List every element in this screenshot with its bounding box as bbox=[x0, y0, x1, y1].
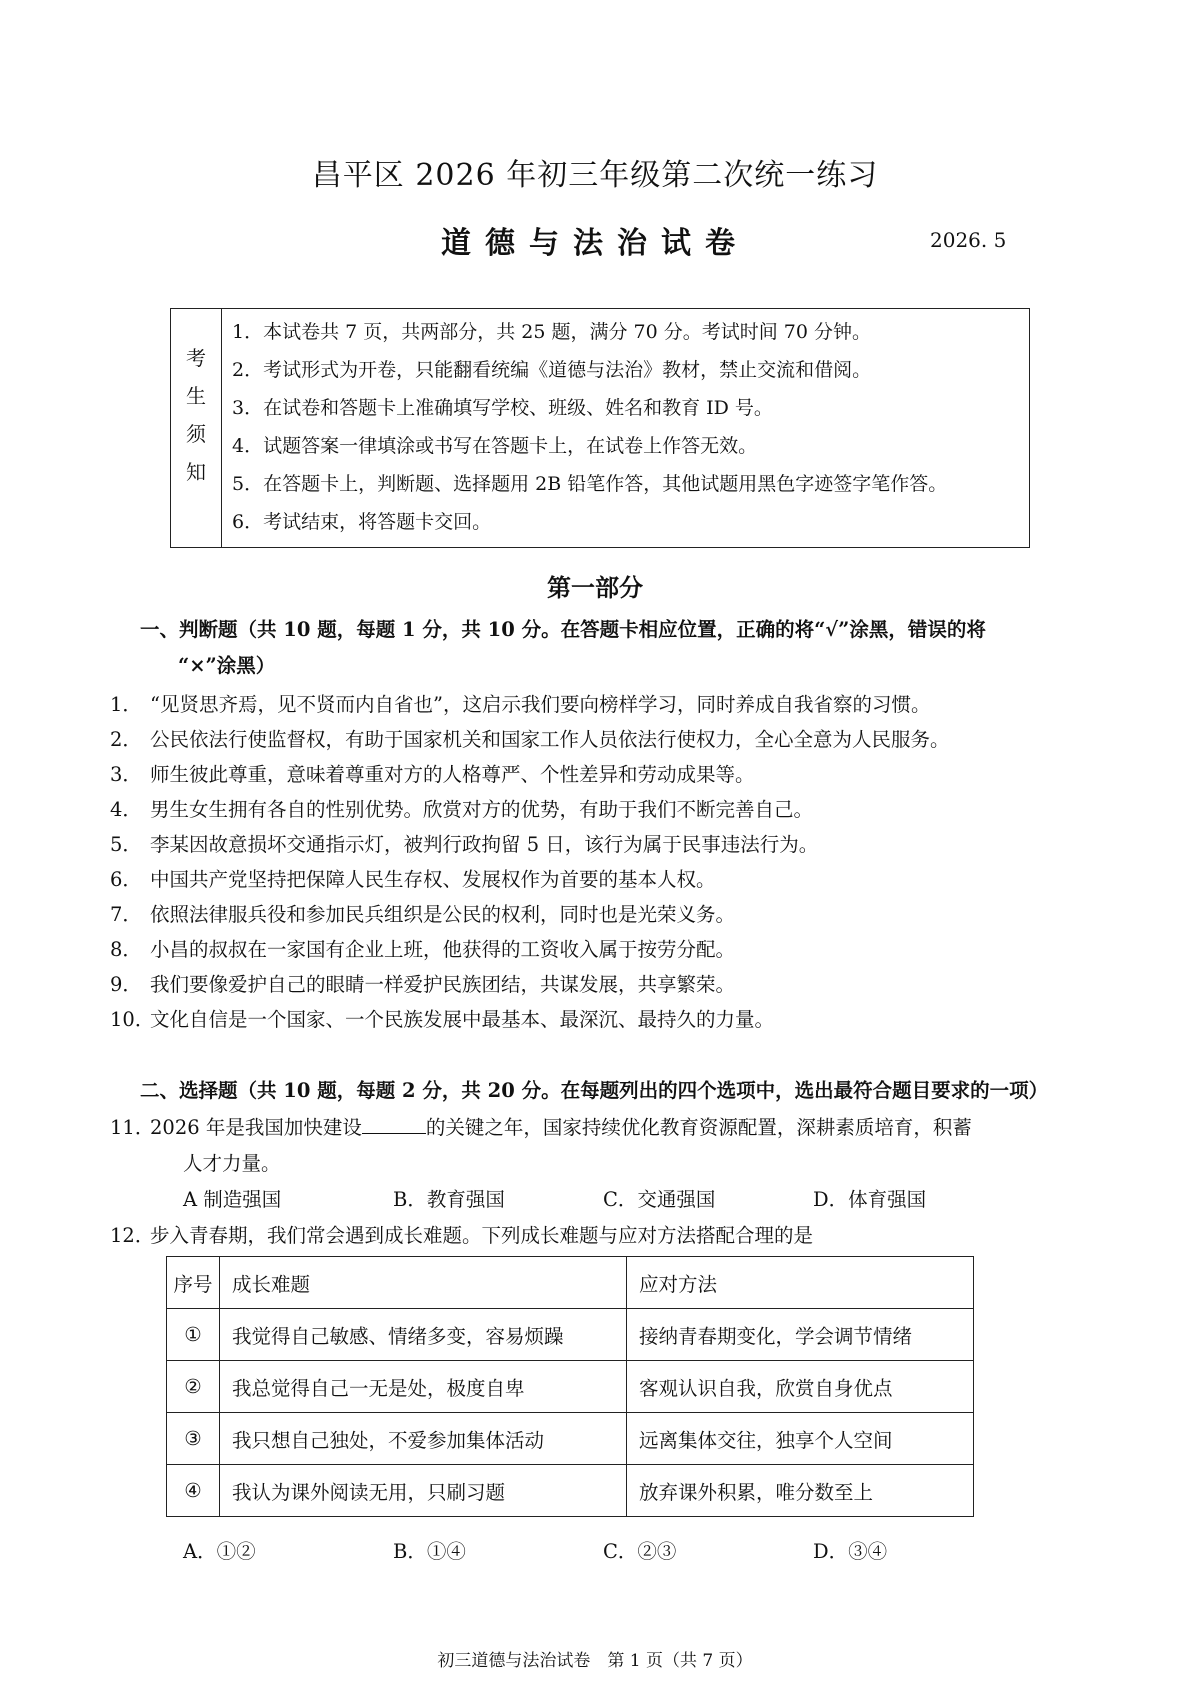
notice-side-label bbox=[171, 309, 222, 548]
table-row bbox=[167, 1465, 974, 1517]
option-b: B．教育强国 bbox=[393, 1188, 505, 1211]
option-a: A．①② bbox=[183, 1540, 256, 1563]
question-text: 文化自信是一个国家、一个民族发展中最基本、最深沉、最持久的力量。 bbox=[150, 1008, 775, 1031]
section1-heading-cont: “×”涂黑） bbox=[178, 654, 276, 677]
notice-item: 4．试题答案一律填涂或书写在答题卡上，在试卷上作答无效。 bbox=[232, 435, 758, 457]
table-cell: 客观认识自我，欣赏自身优点 bbox=[627, 1361, 974, 1413]
notice-side-char: 知 bbox=[186, 460, 206, 484]
judge-question bbox=[110, 969, 735, 997]
option-b: B．①④ bbox=[393, 1540, 466, 1563]
notice-item: 5．在答题卡上，判断题、选择题用 2B 铅笔作答，其他试题用黑色字迹签字笔作答。 bbox=[232, 473, 948, 495]
option-d: D．体育强国 bbox=[813, 1188, 927, 1211]
notice-item: 2．考试形式为开卷，只能翻看统编《道德与法治》教材，禁止交流和借阅。 bbox=[232, 359, 872, 381]
question-text: 中国共产党坚持把保障人民生存权、发展权作为首要的基本人权。 bbox=[150, 868, 716, 891]
question-number: 8． bbox=[110, 938, 142, 961]
question-text: 李某因故意损坏交通指示灯，被判行政拘留 5 日，该行为属于民事违法行为。 bbox=[150, 833, 819, 856]
part-title: 第一部分 bbox=[547, 573, 643, 602]
question-text: 我们要像爱护自己的眼睛一样爱护民族团结，共谋发展，共享繁荣。 bbox=[150, 973, 736, 996]
question-number: 1． bbox=[110, 693, 142, 716]
question-text-cont: 的关键之年，国家持续优化教育资源配置，深耕素质培育，积蓄 bbox=[425, 1116, 972, 1139]
option-a: A 制造强国 bbox=[183, 1188, 282, 1211]
question-number: 3． bbox=[110, 763, 142, 786]
exam-subtitle: 道德与法治试卷 bbox=[441, 226, 749, 261]
table-cell: 远离集体交往，独享个人空间 bbox=[627, 1413, 974, 1465]
judge-question bbox=[110, 794, 813, 822]
table-cell: ④ bbox=[167, 1465, 220, 1517]
judge-question bbox=[110, 689, 930, 717]
section2-heading: 二、选择题（共 10 题，每题 2 分，共 20 分。在每题列出的四个选项中，选出最符合题目要求的一项） bbox=[140, 1079, 1049, 1102]
question-number: 6． bbox=[110, 868, 142, 891]
judge-question bbox=[110, 829, 818, 857]
table-header-cell: 序号 bbox=[167, 1257, 220, 1309]
table-cell: ③ bbox=[167, 1413, 220, 1465]
judge-question bbox=[110, 1004, 774, 1032]
table-cell: 接纳青春期变化，学会调节情绪 bbox=[627, 1309, 974, 1361]
table-cell: ② bbox=[167, 1361, 220, 1413]
judge-question bbox=[110, 934, 735, 962]
judge-question bbox=[110, 864, 716, 892]
choice-question-11 bbox=[110, 1112, 972, 1140]
growth-problem-table bbox=[166, 1256, 974, 1517]
question-number: 7． bbox=[110, 903, 142, 926]
option-c: C．交通强国 bbox=[603, 1188, 716, 1211]
question-number: 12． bbox=[110, 1224, 155, 1247]
question-text: 依照法律服兵役和参加民兵组织是公民的权利，同时也是光荣义务。 bbox=[150, 903, 736, 926]
question-number: 2． bbox=[110, 728, 142, 751]
exam-date: 2026. 5 bbox=[930, 228, 1007, 252]
question-text: 步入青春期，我们常会遇到成长难题。下列成长难题与应对方法搭配合理的是 bbox=[150, 1224, 814, 1247]
table-cell: 放弃课外积累，唯分数至上 bbox=[627, 1465, 974, 1517]
question-number: 4． bbox=[110, 798, 142, 821]
exam-title: 昌平区 2026 年初三年级第二次统一练习 bbox=[311, 158, 879, 193]
table-header-cell: 应对方法 bbox=[627, 1257, 974, 1309]
question-text: 小昌的叔叔在一家国有企业上班，他获得的工资收入属于按劳分配。 bbox=[150, 938, 736, 961]
section1-heading: 一、判断题（共 10 题，每题 1 分，共 10 分。在答题卡相应位置，正确的将“√”涂黑，错误的将 bbox=[140, 618, 986, 641]
table-row bbox=[167, 1413, 974, 1465]
option-c: C．②③ bbox=[603, 1540, 677, 1563]
question-number: 5． bbox=[110, 833, 142, 856]
notice-item: 1．本试卷共 7 页，共两部分，共 25 题，满分 70 分。考试时间 70 分钟。 bbox=[232, 321, 872, 343]
notice-box bbox=[170, 308, 1030, 548]
table-row bbox=[167, 1309, 974, 1361]
page-footer: 初三道德与法治试卷 第 1 页（共 7 页） bbox=[437, 1651, 753, 1671]
notice-item: 6．考试结束，将答题卡交回。 bbox=[232, 511, 492, 533]
table-cell: ① bbox=[167, 1309, 220, 1361]
judge-question bbox=[110, 759, 755, 787]
notice-side-char: 生 bbox=[186, 384, 206, 408]
question-text-line2: 人才力量。 bbox=[183, 1152, 281, 1175]
judge-question bbox=[110, 724, 950, 752]
table-cell: 我觉得自己敏感、情绪多变，容易烦躁 bbox=[220, 1309, 627, 1361]
question-number: 10． bbox=[110, 1008, 155, 1031]
notice-side-char: 考 bbox=[186, 346, 206, 370]
table-cell: 我认为课外阅读无用，只刷习题 bbox=[220, 1465, 627, 1517]
judge-question bbox=[110, 899, 735, 927]
option-d: D．③④ bbox=[813, 1540, 888, 1563]
notice-side-char: 须 bbox=[186, 422, 206, 446]
question-text: 男生女生拥有各自的性别优势。欣赏对方的优势，有助于我们不断完善自己。 bbox=[150, 798, 814, 821]
table-cell: 我总觉得自己一无是处，极度自卑 bbox=[220, 1361, 627, 1413]
question-text: “见贤思齐焉，见不贤而内自省也”，这启示我们要向榜样学习，同时养成自我省察的习惯。 bbox=[150, 693, 931, 716]
question-number: 11． bbox=[110, 1116, 155, 1139]
question-text: 2026 年是我国加快建设 bbox=[150, 1116, 362, 1139]
choice-question-12 bbox=[110, 1220, 813, 1248]
question-number: 9． bbox=[110, 973, 142, 996]
table-row bbox=[167, 1361, 974, 1413]
table-cell: 我只想自己独处，不爱参加集体活动 bbox=[220, 1413, 627, 1465]
question-text: 师生彼此尊重，意味着尊重对方的人格尊严、个性差异和劳动成果等。 bbox=[150, 763, 755, 786]
question-text: 公民依法行使监督权，有助于国家机关和国家工作人员依法行使权力，全心全意为人民服务。 bbox=[150, 728, 950, 751]
notice-items bbox=[222, 309, 1030, 548]
blank-line bbox=[362, 1113, 426, 1134]
table-header-row bbox=[167, 1257, 974, 1309]
notice-item: 3．在试卷和答题卡上准确填写学校、班级、姓名和教育 ID 号。 bbox=[232, 397, 773, 419]
table-header-cell: 成长难题 bbox=[220, 1257, 627, 1309]
